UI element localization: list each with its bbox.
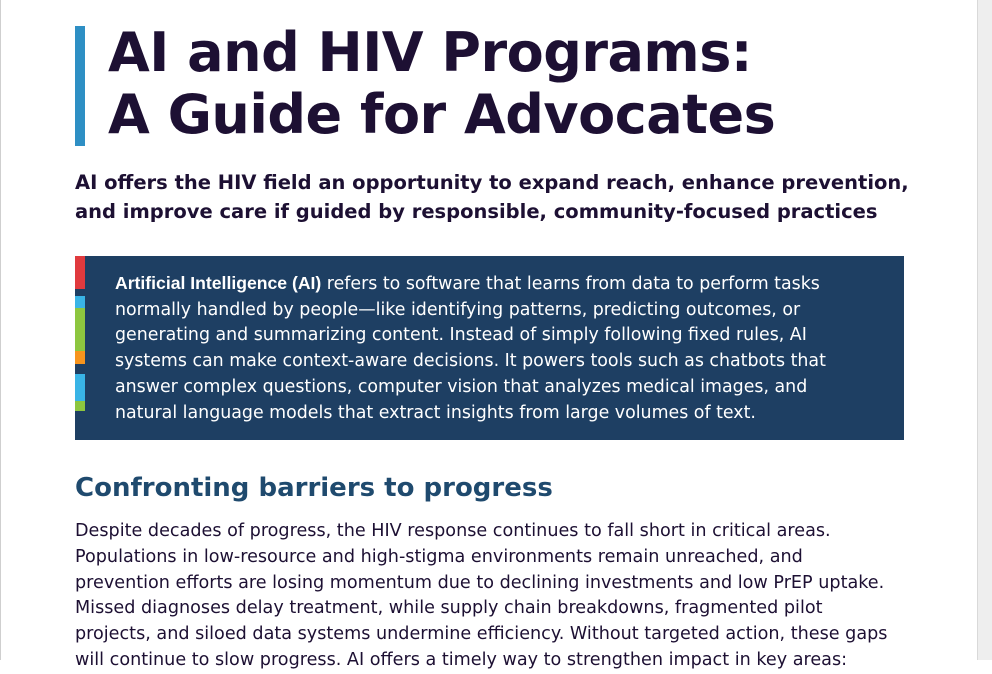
subtitle-line-1: AI offers the HIV field an opportunity to expand reach, enhance prevention, bbox=[75, 171, 909, 194]
title-line-1: AI and HIV Programs: bbox=[108, 21, 752, 84]
body-line-4: Missed diagnoses delay treatment, while supply chain breakdowns, fragmented pilot bbox=[75, 598, 823, 619]
stripe-segment bbox=[75, 308, 85, 351]
stripe-segment bbox=[75, 401, 85, 411]
page-right-margin bbox=[977, 0, 992, 660]
document-title bbox=[108, 22, 775, 146]
section-body bbox=[75, 519, 935, 674]
body-line-2: Populations in low-resource and high-stigma environments remain unreached, and bbox=[75, 546, 803, 567]
color-stripe-accent bbox=[75, 256, 85, 440]
definition-line-6: natural language models that extract insights from large volumes of text. bbox=[115, 402, 756, 423]
definition-line-5: answer complex questions, computer vision that analyzes medical images, and bbox=[115, 376, 808, 397]
stripe-segment bbox=[75, 364, 85, 374]
definition-term: Artificial Intelligence (AI) bbox=[115, 273, 322, 293]
definition-line-1 bbox=[115, 271, 895, 298]
definition-line-3: generating and summarizing content. Instead of simply following fixed rules, AI bbox=[115, 325, 807, 346]
title-accent-bar bbox=[75, 26, 85, 146]
stripe-segment bbox=[75, 374, 85, 401]
stripe-segment bbox=[75, 289, 85, 296]
title-line-2: A Guide for Advocates bbox=[108, 83, 776, 146]
body-line-6: will continue to slow progress. AI offers a timely way to strengthen impact in key areas: bbox=[75, 649, 848, 670]
body-line-3: prevention efforts are losing momentum due to declining investments and low PrEP uptake. bbox=[75, 572, 885, 593]
ai-definition-box bbox=[75, 256, 904, 440]
stripe-segment bbox=[75, 296, 85, 308]
definition-line-1-rest: refers to software that learns from data to perform tasks bbox=[321, 274, 820, 294]
definition-text bbox=[115, 271, 895, 426]
definition-line-2: normally handled by people—like identifying patterns, predicting outcomes, or bbox=[115, 299, 801, 320]
definition-line-4: systems can make context-aware decisions. It powers tools such as chatbots that bbox=[115, 351, 826, 372]
document-subtitle bbox=[75, 168, 915, 226]
section-heading: Confronting barriers to progress bbox=[75, 473, 553, 503]
body-line-1: Despite decades of progress, the HIV response continues to fall short in critical areas. bbox=[75, 521, 831, 541]
stripe-segment bbox=[75, 256, 85, 289]
stripe-segment bbox=[75, 351, 85, 364]
body-line-5: projects, and siloed data systems undermine efficiency. Without targeted action, these gaps bbox=[75, 624, 888, 645]
subtitle-line-2: and improve care if guided by responsible, community-focused practices bbox=[75, 200, 878, 223]
page-left-border bbox=[0, 0, 1, 660]
title-block bbox=[75, 21, 776, 146]
